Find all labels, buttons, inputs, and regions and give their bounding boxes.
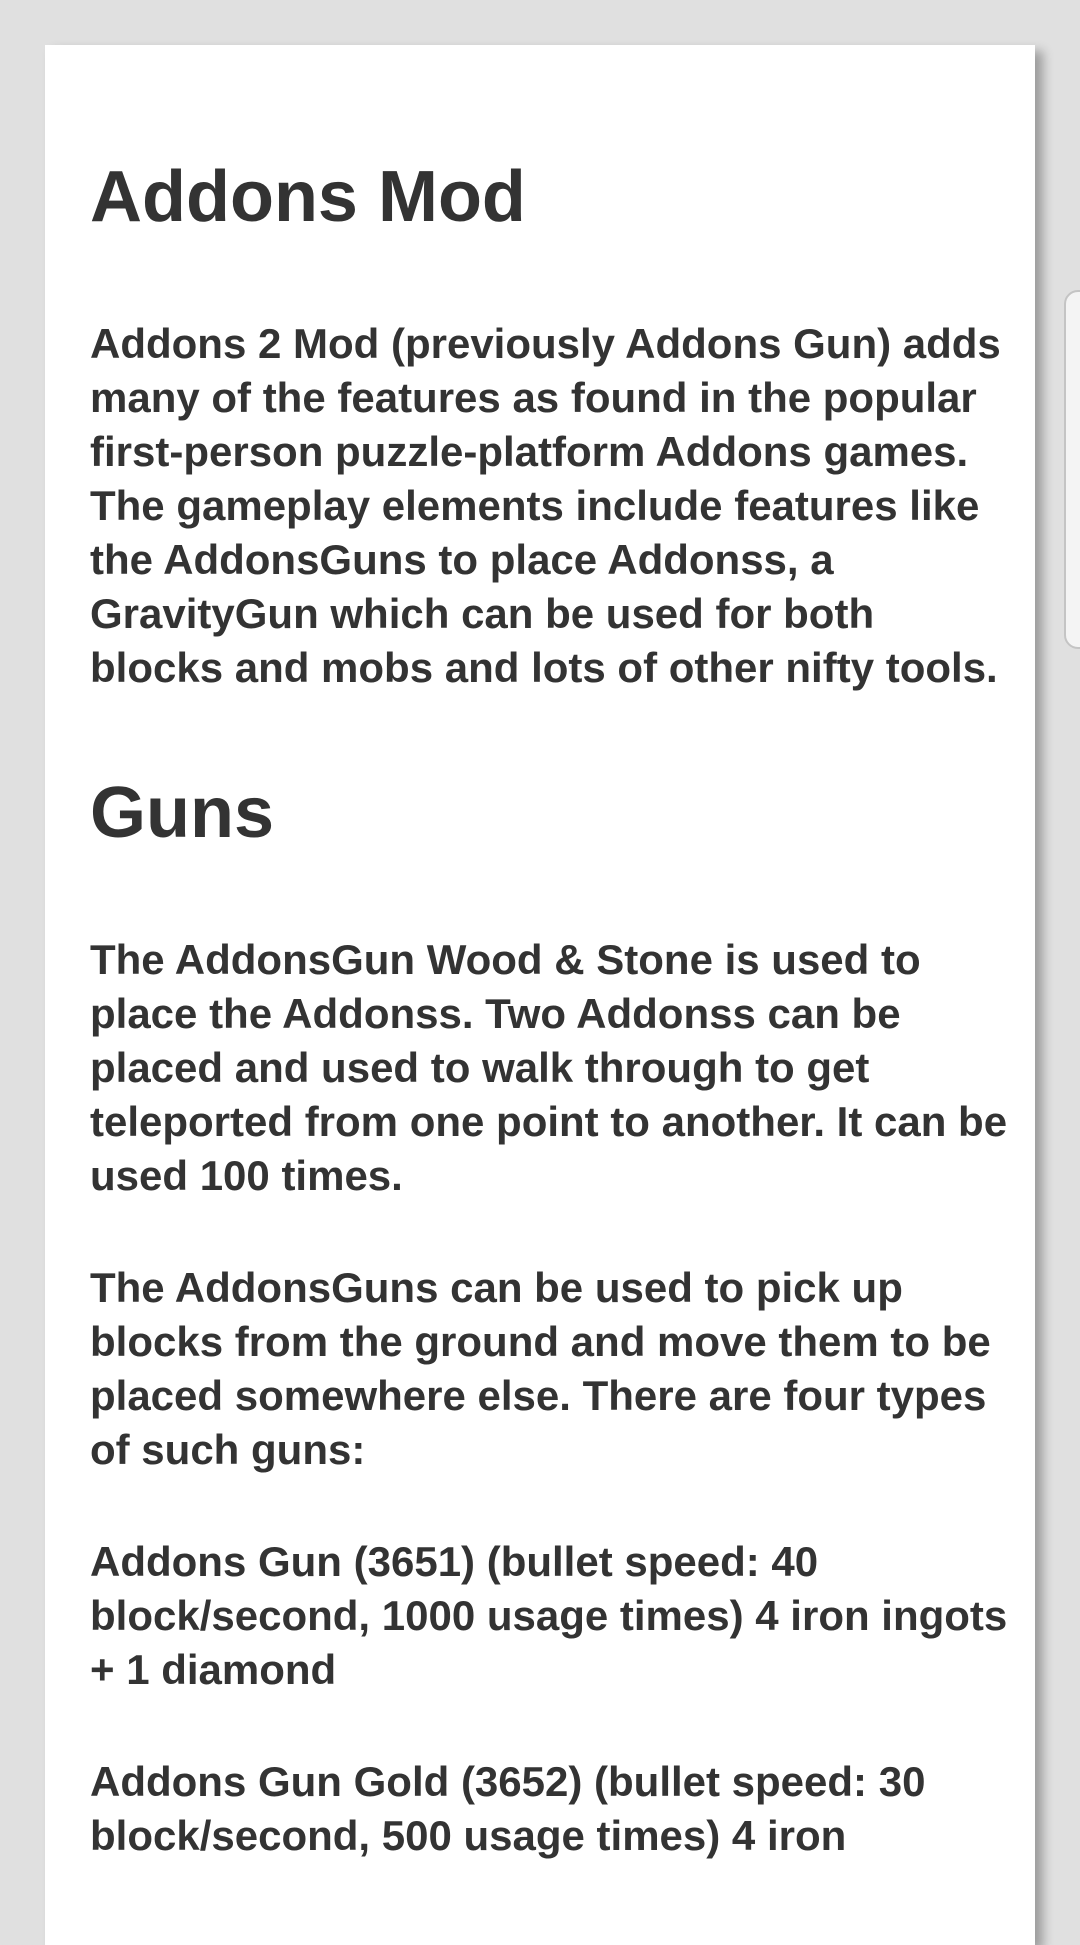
side-panel-handle[interactable] (1064, 290, 1080, 649)
guns-heading: Guns (90, 773, 275, 853)
article-content (90, 155, 1010, 1863)
guns-paragraph-1: The AddonsGun Wood & Stone is used to place the Addonss. Two Addonss can be placed and used to walk through to get teleported from one point to another. It can be used 100 times. (90, 936, 1008, 1199)
guns-paragraph-2: The AddonsGuns can be used to pick up blocks from the ground and move them to be placed somewhere else. There are four types of such guns: (90, 1264, 991, 1473)
article-card (45, 45, 1035, 1945)
gun-item-1: Addons Gun (3651) (bullet speed: 40 block/second, 1000 usage times) 4 iron ingots + 1 diamond (90, 1538, 1008, 1693)
article-title: Addons Mod (90, 157, 526, 237)
intro-paragraph: Addons 2 Mod (previously Addons Gun) adds many of the features as found in the popular first-person puzzle-platform Addons games. The gameplay elements include features like the AddonsGuns to place Addonss, a GravityGun which can be used for both blocks and mobs and lots of other nifty tools. (90, 320, 1001, 691)
gun-item-2: Addons Gun Gold (3652) (bullet speed: 30 block/second, 500 usage times) 4 iron (90, 1758, 926, 1859)
